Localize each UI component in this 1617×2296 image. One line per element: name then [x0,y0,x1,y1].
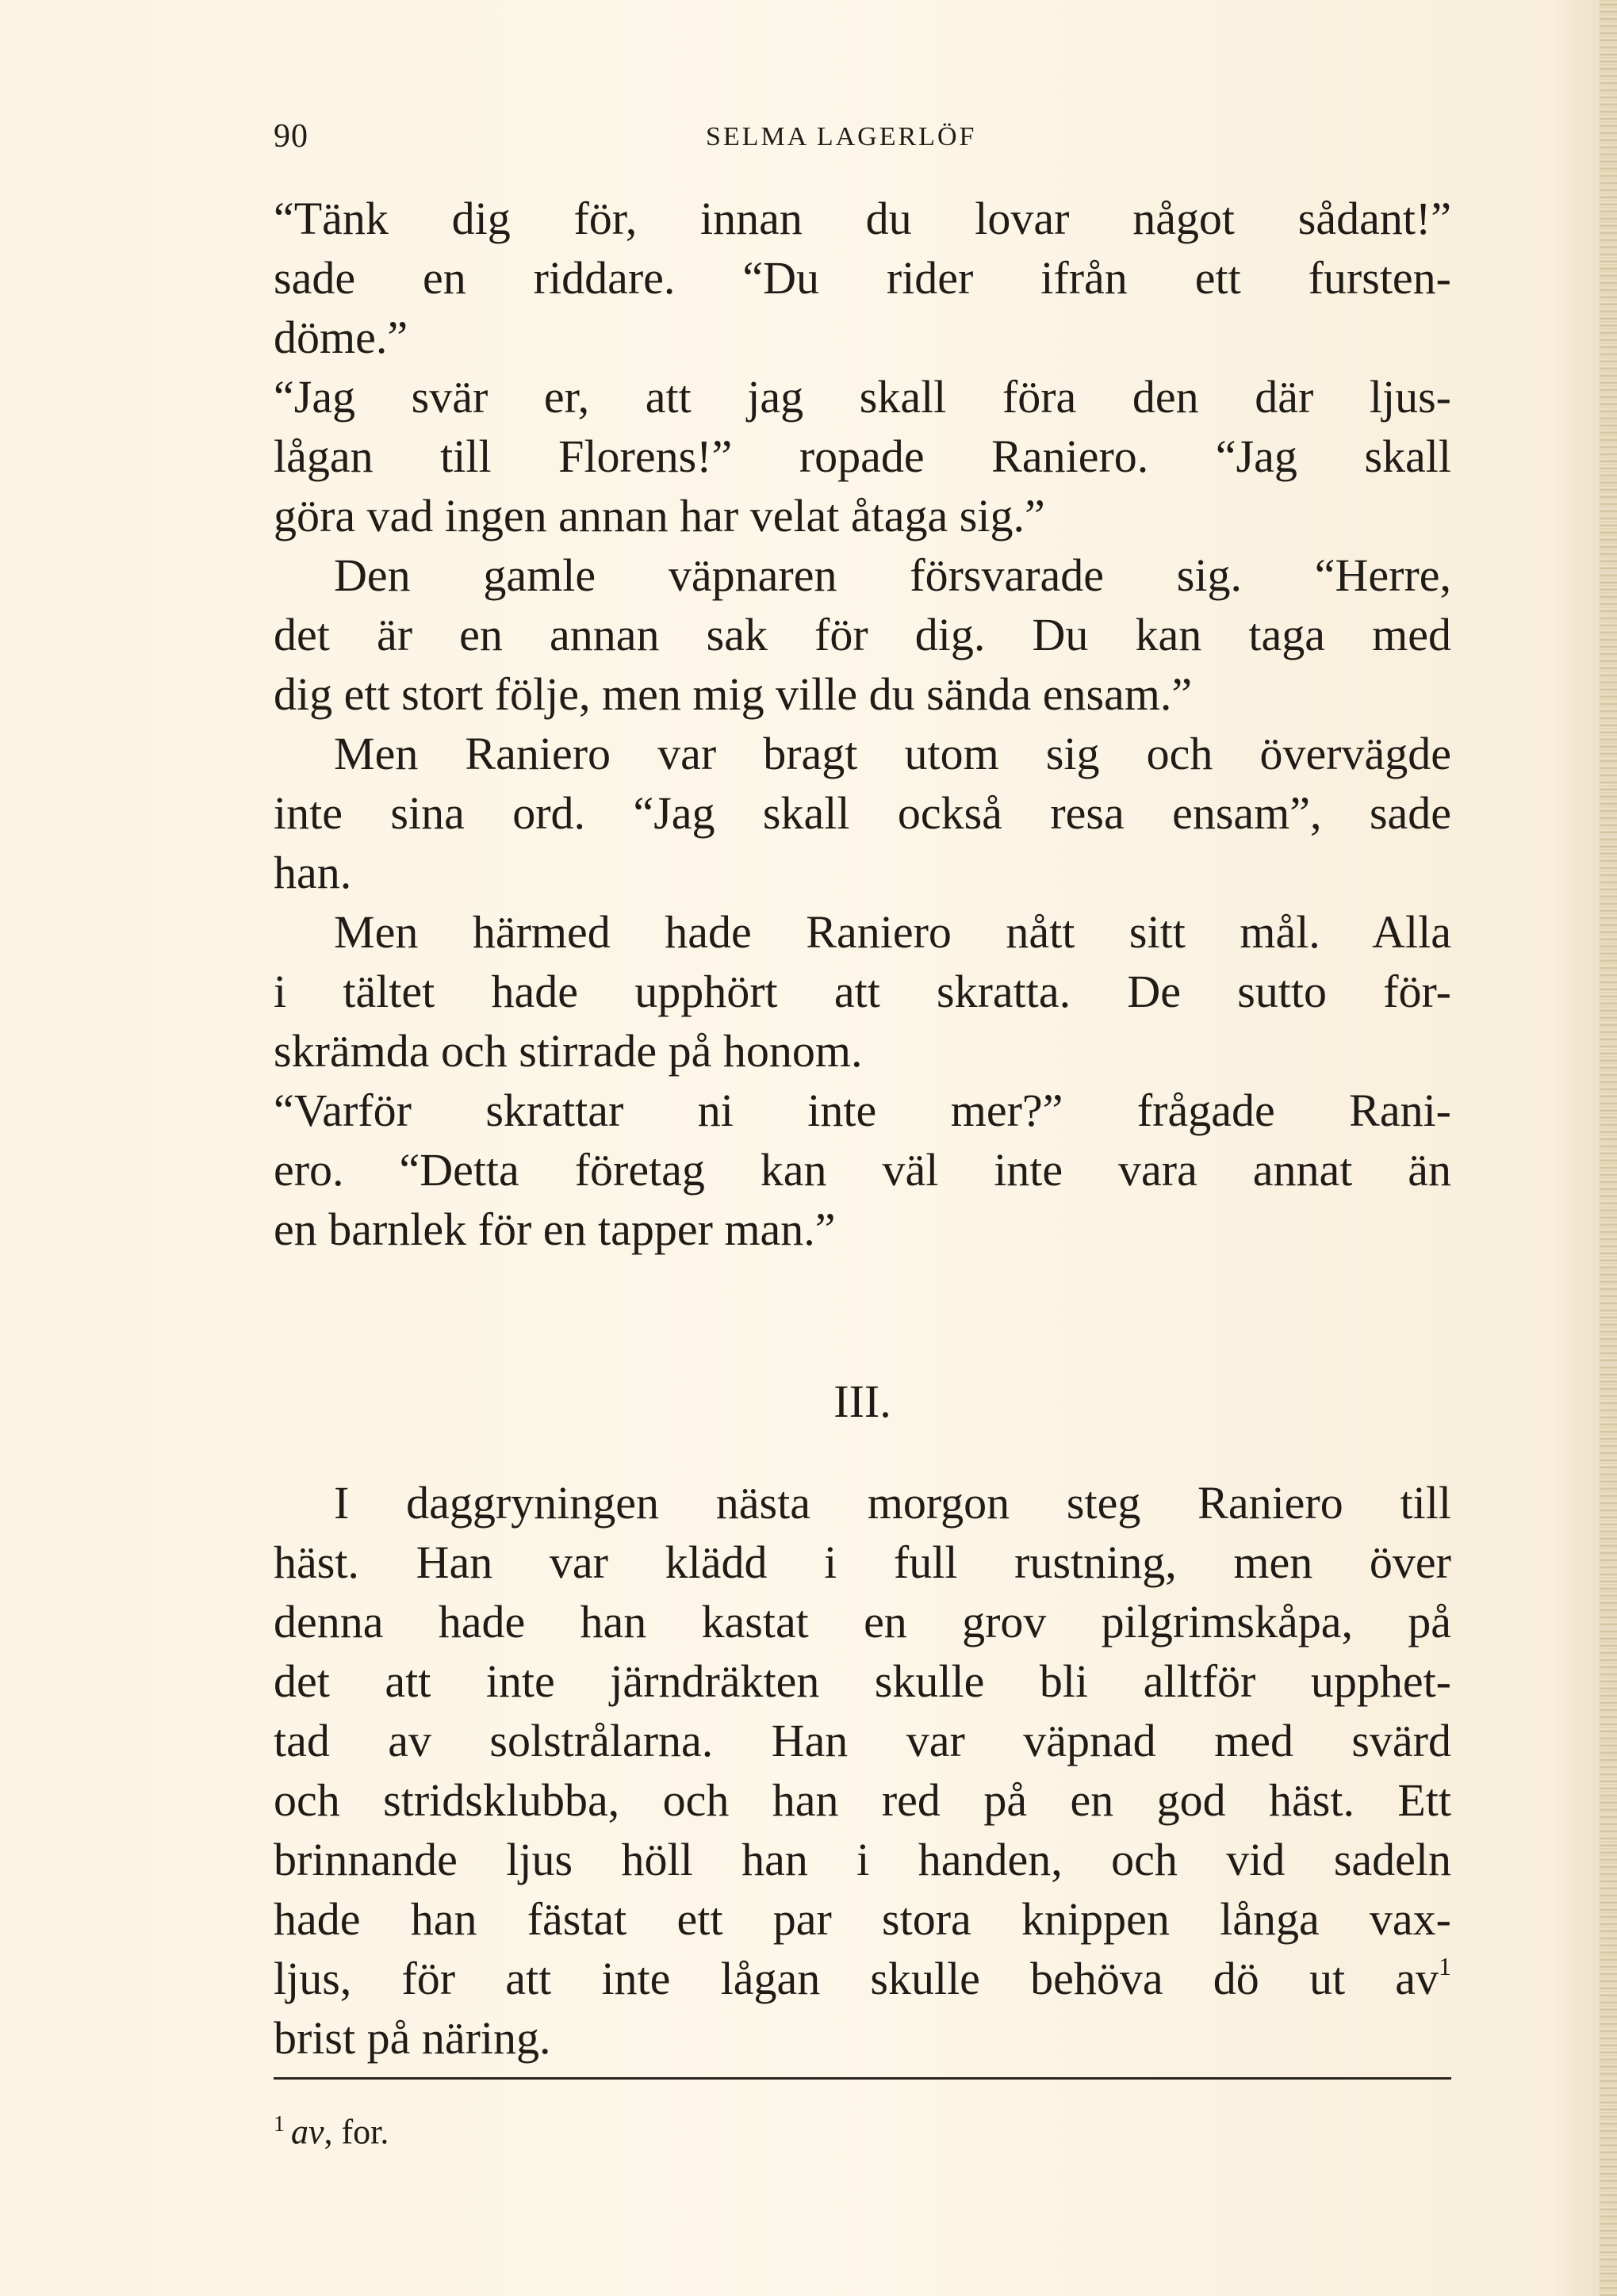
text-line-with-footnote [274,1949,1451,2008]
text-line: han. [274,847,352,898]
page-edge [1600,0,1617,2296]
footnote-term: av [291,2112,324,2152]
text-line: det är en annan sak för dig. Du kan taga med [274,609,1451,660]
text-line: i tältet hade upphört att skratta. De sutto för- [274,966,1451,1017]
text-line: sade en riddare. “Du rider ifrån ett fursten- [274,252,1451,304]
footnote-reference: 1 [1439,1952,1451,1980]
text-line: det att inte järndräkten skulle bli alltför upphet- [274,1655,1451,1707]
text-line: Men härmed hade Raniero nått sitt mål. Alla [334,906,1451,958]
text-line: ero. “Detta företag kan väl inte vara annat än [274,1144,1451,1196]
footnote-marker: 1 [274,2112,285,2137]
text-line: brist på näring. [274,2012,551,2064]
text-line-content: ljus, för att inte lågan skulle behöva dö ut av [274,1953,1439,2004]
footnote-gloss: , for. [324,2112,389,2152]
text-line: Den gamle väpnaren försvarade sig. “Herre, [334,549,1451,601]
text-line: brinnande ljus höll han i handen, och vid sadeln [274,1834,1451,1885]
text-line: en barnlek för en tapper man.” [274,1203,836,1255]
running-head: SELMA LAGERLÖF [706,122,977,151]
text-block-top [274,189,1451,1259]
page-header [274,117,1451,165]
text-line: döme.” [274,312,408,363]
text-line: “Tänk dig för, innan du lovar något sådant!” [274,193,1451,244]
text-line: göra vad ingen annan har velat åtaga sig.” [274,490,1045,541]
footnote [274,2103,389,2155]
text-line: lågan till Florens!” ropade Raniero. “Jag skall [274,430,1451,482]
footnote-rule [274,2077,1451,2080]
text-line: skrämda och stirrade på honom. [274,1025,863,1077]
text-line: I daggryningen nästa morgon steg Raniero till [334,1477,1451,1529]
text-line: och stridsklubba, och han red på en god häst. Ett [274,1774,1451,1826]
text-line: häst. Han var klädd i full rustning, men över [274,1536,1451,1588]
page-number: 90 [274,118,308,155]
text-line: “Varför skrattar ni inte mer?” frågade Rani- [274,1085,1451,1136]
text-line: dig ett stort följe, men mig ville du sända ensam.” [274,668,1193,720]
text-line: hade han fästat ett par stora knippen långa vax- [274,1893,1451,1945]
text-line: inte sina ord. “Jag skall också resa ensam”, sade [274,787,1451,839]
text-line: Men Raniero var bragt utom sig och övervägde [334,728,1451,779]
text-block-bottom [274,1473,1451,2068]
text-line: tad av solstrålarna. Han var väpnad med svärd [274,1715,1451,1766]
text-line: denna hade han kastat en grov pilgrimskåpa, på [274,1596,1451,1647]
section-heading: III. [833,1376,891,1427]
text-line: “Jag svär er, att jag skall föra den där ljus- [274,371,1451,423]
